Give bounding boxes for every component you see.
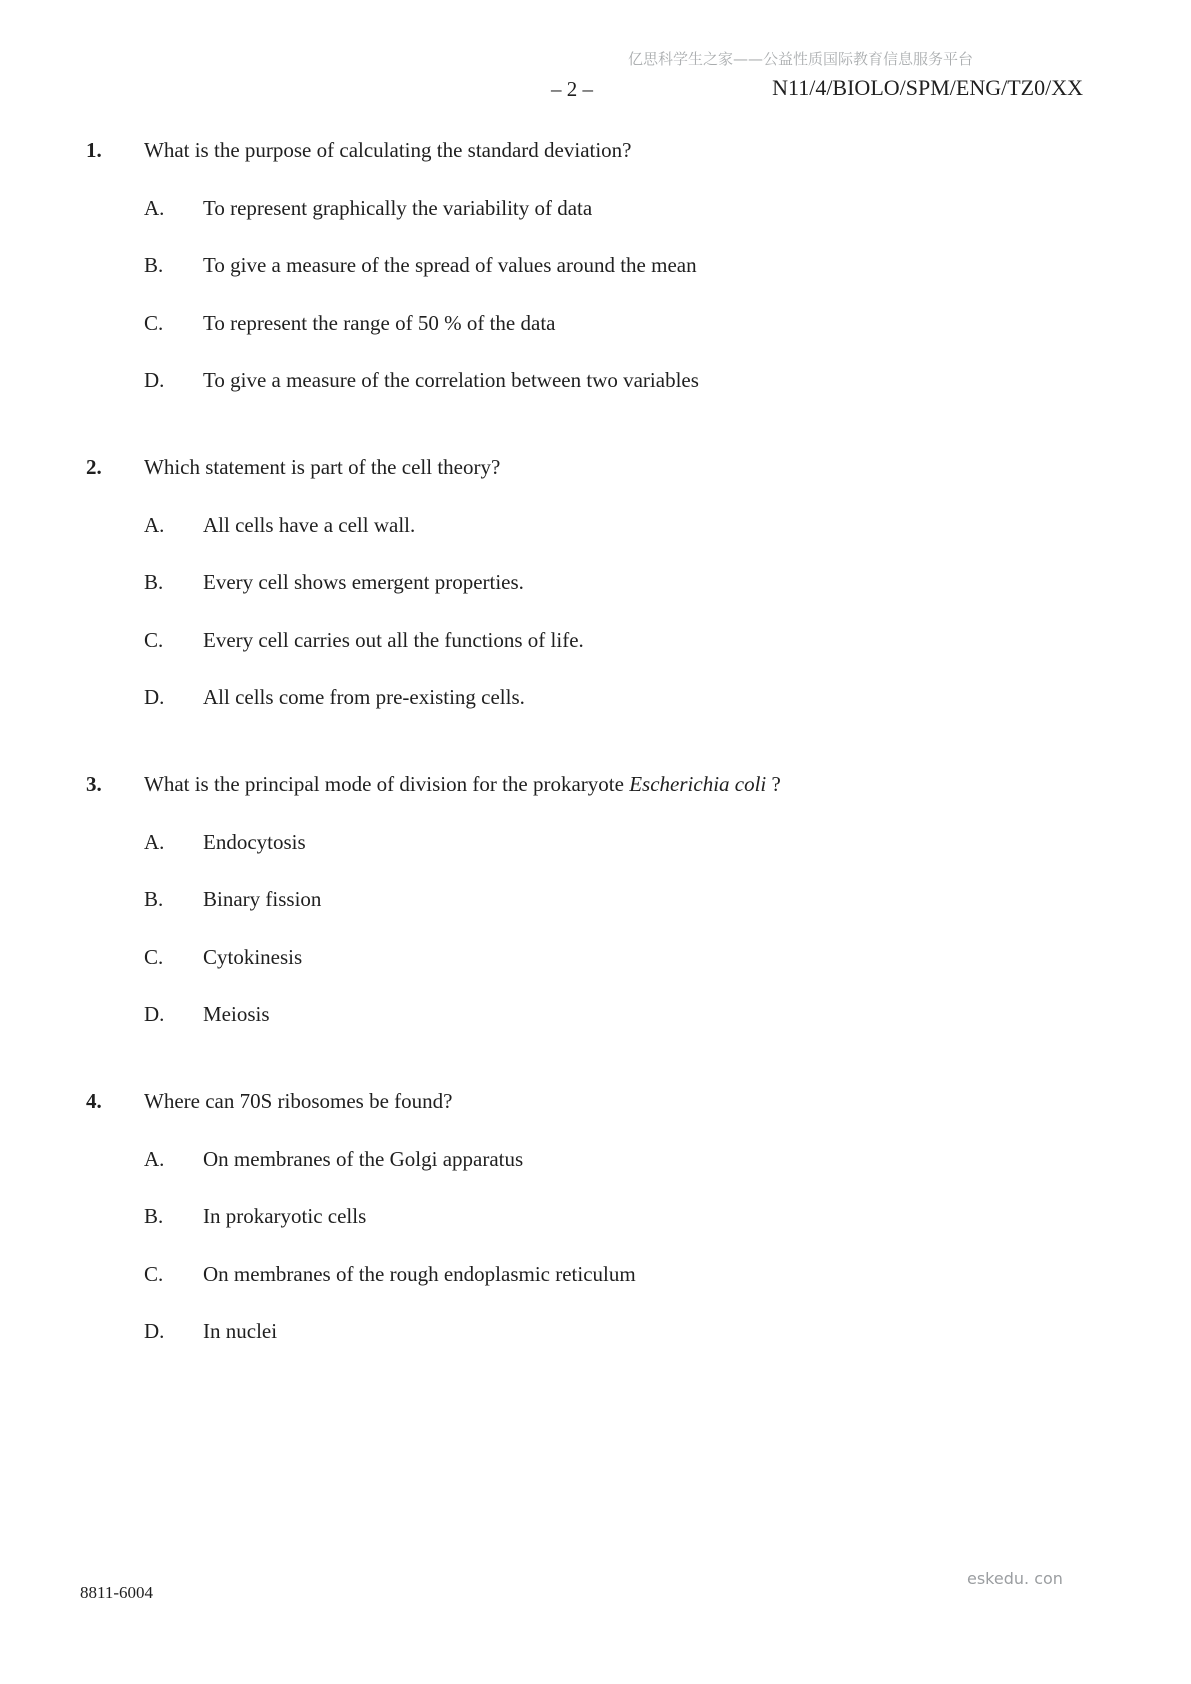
option-row	[144, 943, 1101, 972]
option-row	[144, 828, 1101, 857]
option-text: To give a measure of the correlation between two variables	[203, 368, 699, 392]
option-text: On membranes of the Golgi apparatus	[203, 1146, 524, 1171]
question-text	[144, 770, 1101, 799]
option-letter: B.	[144, 570, 164, 594]
option-letter: D.	[144, 368, 165, 392]
question-number: 3.	[86, 772, 102, 796]
question-line	[86, 770, 1101, 799]
option-row	[144, 1317, 1101, 1346]
option-letter: B.	[144, 253, 164, 277]
option-row	[144, 1260, 1101, 1289]
option-letter: D.	[144, 1002, 165, 1026]
option-row	[144, 251, 1101, 280]
option-row	[144, 1145, 1101, 1174]
option-text: On membranes of the rough endoplasmic reticulum	[203, 1261, 636, 1286]
question-number: 1.	[86, 138, 102, 162]
option-row	[144, 511, 1101, 540]
option-text: To represent the range of 50 % of the data	[203, 310, 556, 335]
question-line	[86, 1087, 1101, 1116]
option-letter: C.	[144, 1261, 164, 1286]
option-text: Binary fission	[203, 887, 322, 911]
option-letter: A.	[144, 829, 165, 854]
option-text: In prokaryotic cells	[203, 1204, 367, 1228]
option-row	[144, 309, 1101, 338]
option-text: Every cell carries out all the functions of life.	[203, 627, 584, 652]
question-text: What is the purpose of calculating the standard deviation?	[144, 138, 632, 162]
option-text: To represent graphically the variability of data	[203, 195, 593, 220]
question-1	[86, 136, 1101, 395]
option-text: Endocytosis	[203, 829, 306, 854]
question-number: 4.	[86, 1089, 102, 1113]
option-letter: C.	[144, 310, 164, 335]
exam-code: N11/4/BIOLO/SPM/ENG/TZ0/XX	[772, 75, 1083, 100]
option-row	[144, 683, 1101, 712]
question-line	[86, 453, 1101, 482]
option-letter: A.	[144, 195, 165, 220]
option-letter: D.	[144, 685, 165, 709]
option-letter: D.	[144, 1319, 165, 1343]
option-row	[144, 885, 1101, 914]
option-text: Every cell shows emergent properties.	[203, 570, 524, 594]
question-line	[86, 136, 1101, 165]
question-number: 2.	[86, 455, 102, 479]
option-row	[144, 1000, 1101, 1029]
option-letter: B.	[144, 887, 164, 911]
document-code: 8811-6004	[80, 1583, 154, 1602]
question-3	[86, 770, 1101, 1029]
option-text: To give a measure of the spread of values around the mean	[203, 253, 697, 277]
option-letter: B.	[144, 1204, 164, 1228]
site-watermark-chinese: 亿思科学生之家——公益性质国际教育信息服务平台	[628, 50, 974, 68]
page-number: – 2 –	[551, 77, 593, 101]
option-letter: A.	[144, 1146, 165, 1171]
question-2	[86, 453, 1101, 712]
option-row	[144, 568, 1101, 597]
option-row	[144, 626, 1101, 655]
question-text-suffix: ?	[766, 772, 781, 796]
site-watermark-english: eskedu. con	[967, 1569, 1063, 1588]
option-text: Meiosis	[203, 1002, 270, 1026]
option-row	[144, 194, 1101, 223]
questions-list	[86, 136, 1101, 1404]
option-text: Cytokinesis	[203, 944, 303, 969]
question-text-prefix: What is the principal mode of division for the prokaryote	[144, 772, 630, 796]
option-text: All cells have a cell wall.	[203, 512, 416, 537]
question-4	[86, 1087, 1101, 1346]
option-letter: C.	[144, 944, 164, 969]
option-row	[144, 1202, 1101, 1231]
option-text: All cells come from pre-existing cells.	[203, 685, 525, 709]
option-text: In nuclei	[203, 1319, 278, 1343]
option-row	[144, 366, 1101, 395]
species-name-italic: Escherichia coli	[629, 772, 767, 796]
option-letter: C.	[144, 627, 164, 652]
question-text: Where can 70S ribosomes be found?	[144, 1089, 453, 1113]
option-letter: A.	[144, 512, 165, 537]
question-text: Which statement is part of the cell theory?	[144, 455, 501, 479]
